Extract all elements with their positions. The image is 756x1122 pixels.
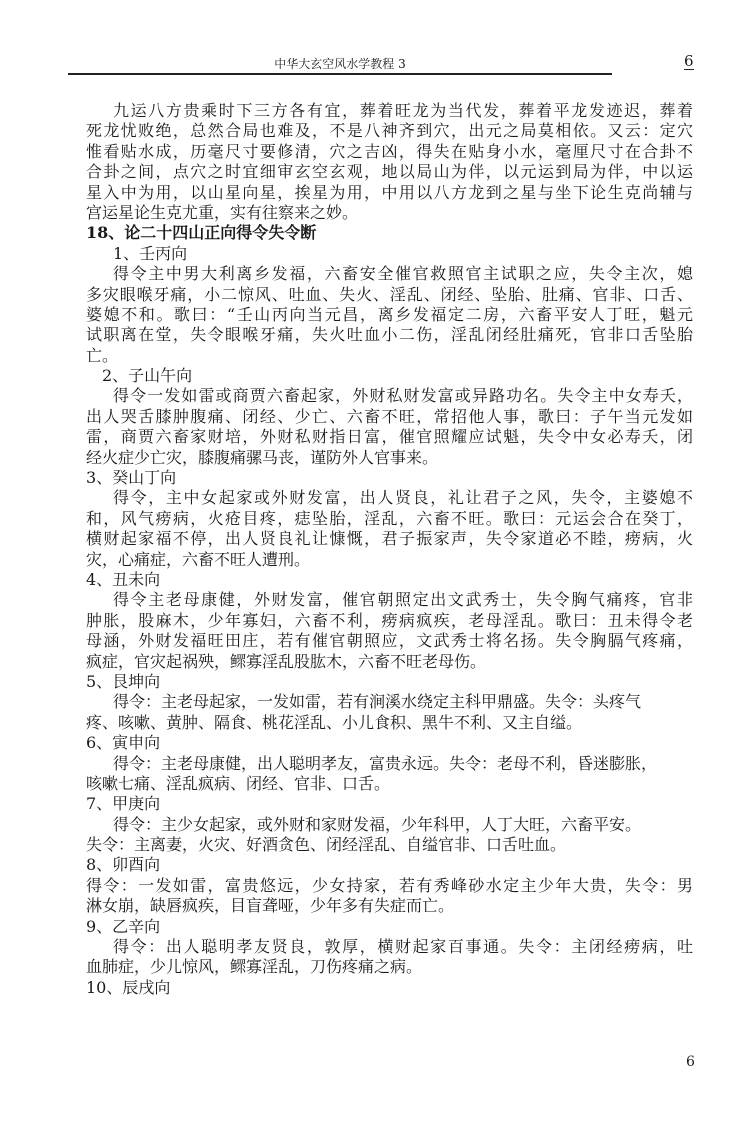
text-line: 雷，商贾六畜家财培，外财私财指日富，催官照耀应试魁，失令中女必寿夭，闭 [86,427,693,447]
text-line: 试职离在堂，失令眼喉牙痛，失火吐血小二伤，淫乱闭经肚痛死，官非口舌坠胎 [86,325,693,345]
page-header-number: 6 [684,52,694,70]
subsection-heading: 5、艮坤向 [86,671,161,691]
header-rule [68,73,612,75]
text-line: 婆媳不和。歌曰：“壬山丙向当元昌，离乡发福定二房，六畜平安人丁旺，魁元 [86,304,693,324]
text-line: 疼、咳嗽、黄肿、隔食、桃花淫乱、小儿食积、黑牛不利、又主自缢。 [86,712,583,732]
text-line: 疯症，官灾起祸殃，鳏寡淫乱股肱木，六畜不旺老母伤。 [86,651,487,671]
subsection-heading: 9、乙辛向 [86,916,161,936]
text-line: 和，风气痨病，火疮目疼，痣坠胎，淫乱，六畜不旺。歌曰：元运会合在癸丁， [86,508,693,528]
text-line: 出人哭舌膝肿腹痛、闭经、少亡、六畜不旺，常招他人事，歌曰：子午当元发如 [86,406,693,426]
text-line: 得令：出人聪明孝友贤良，敦厚，横财起家百事通。失令：主闭经痨病，吐 [113,937,693,957]
text-line: 死龙忧败绝，总然合局也难及，不是八神齐到穴，出元之局莫相依。又云：定穴 [86,121,693,141]
text-line: 咳嗽七痛、淫乱疯病、闭经、官非、口舌。 [86,773,391,793]
text-line: 惟看贴水成，历毫尺寸要修清，穴之吉凶，得失在贴身小水，毫厘尺寸在合卦不 [86,141,693,161]
text-line: 得令：一发如雷，富贵悠远，少女持家，若有秀峰砂水定主少年大贵，失令：男 [86,875,693,895]
subsection-heading: 7、甲庚向 [86,794,161,814]
text-line: 得令主中男大利离乡发福，六畜安全催官救照官主试职之应，失令主次，媳 [113,264,693,284]
text-line: 母涵，外财发福旺田庄，若有催官朝照应，文武秀士将名扬。失令胸膈气疼痛， [86,631,693,651]
text-line: 多灾眼喉牙痛，小二惊风、吐血、失火、淫乱、闭经、坠胎、肚痛、官非、口舌、 [86,284,693,304]
subsection-heading: 2、子山午向 [102,366,193,386]
text-line: 得令：主少女起家，或外财和家财发福，少年科甲，人丁大旺，六畜平安。 [113,814,642,834]
text-line: 经火症少亡灾，膝腹痛骡马丧，谨防外人官事来。 [86,447,439,467]
text-line: 得令主老母康健，外财发富，催官朝照定出文武秀士，失令胸气痛疼，官非 [113,590,693,610]
text-line: 得令：主老母康健，出人聪明孝友，富贵永远。失令：老母不利，昏迷膨胀， [113,753,658,773]
subsection-heading: 4、丑未向 [86,569,161,589]
document-body [86,101,693,998]
text-line: 得令一发如雷或商贾六畜起家，外财私财发富或异路功名。失令主中女寿夭， [113,386,693,406]
subsection-heading: 3、癸山丁向 [86,468,177,488]
page-header-title: 中华大玄空风水学教程 3 [274,57,406,71]
text-line: 亡。 [86,345,119,365]
text-line: 灾，心痛症，六畜不旺人遭刑。 [86,549,311,569]
subsection-heading: 8、卯酉向 [86,855,161,875]
footer-page-number: 6 [686,1054,695,1070]
text-line: 横财起家福不停，出人贤良礼让慷慨，君子振家声，失令家道必不睦，痨病，火 [86,529,693,549]
subsection-heading: 10、辰戌向 [86,977,171,997]
text-line: 血肺症，少儿惊风，鳏寡淫乱，刀伤疼痛之病。 [86,957,423,977]
text-line: 宫运星论生克尤重，实有往察来之妙。 [86,202,359,222]
text-line: 星入中为用，以山星向星，挨星为用，中用以八方龙到之星与坐下论生克尚辅与 [86,182,693,202]
subsection-heading: 1、壬丙向 [113,243,188,263]
text-line: 失令：主离妻，火灾、好酒贪色、闭经淫乱、自缢官非、口舌吐血。 [86,835,567,855]
section-heading: 18、论二十四山正向得令失令断 [86,223,317,243]
subsection-heading: 6、寅申向 [86,733,161,753]
text-line: 九运八方贵乘时下三方各有宜，葬着旺龙为当代发，葬着平龙发迹迟，葬着 [113,101,693,120]
text-line: 淋女崩，缺唇疯疾，目盲聋哑，少年多有失症而亡。 [86,896,455,916]
text-line: 肿胀，股麻木，少年寡妇，六畜不利，痨病疯疾，老母淫乱。歌曰：丑未得令老 [86,610,693,630]
text-line: 得令，主中女起家或外财发富，出人贤良，礼让君子之风，失令，主婆媳不 [113,488,693,508]
text-line: 得令：主老母起家，一发如雷，若有涧溪水绕定主科甲鼎盛。失令：头疼气 [113,692,642,712]
text-line: 合卦之间，点穴之时宜细审玄空玄观，地以局山为伴，以元运到局为伴，中以运 [86,162,693,182]
